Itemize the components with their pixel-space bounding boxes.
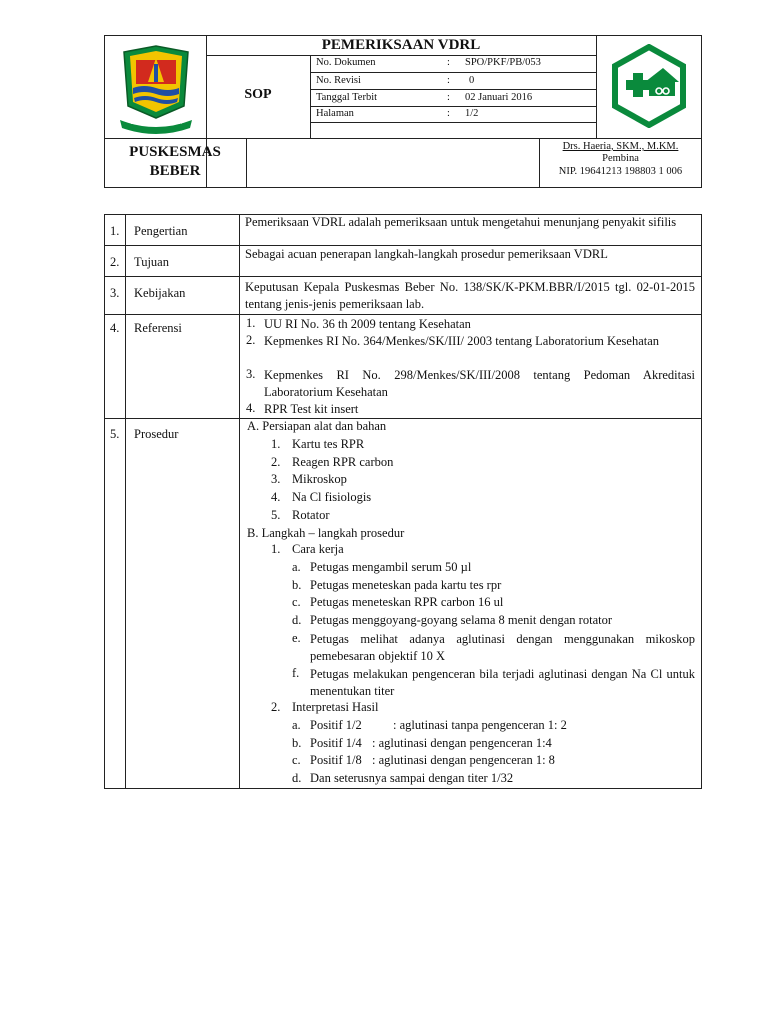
list-number: 1. [271,542,281,556]
row-number: 2. [110,255,120,269]
list-item: Cara kerja [292,542,344,556]
row-number: 3. [110,286,120,300]
row-label: Pengertian [134,224,188,238]
step-text: Petugas melakukan pengenceran bila terjadi aglutinasi dengan Na Cl untuk menentukan titer [310,667,695,698]
step-letter: a. [292,560,301,574]
row-number: 1. [110,224,120,238]
list-item: Kartu tes RPR [292,437,365,451]
doc-field-value: SPO/PKF/PB/053 [465,57,541,68]
reference-number: 2. [246,333,256,347]
row-text: Sebagai acuan penerapan langkah-langkah prosedur pemeriksaan VDRL [245,247,608,261]
result-label: Positif 1/2 [310,718,362,732]
row-label: Referensi [134,321,182,335]
doc-field-value: 0 [469,75,475,86]
list-number: 3. [271,472,281,486]
reference-item: UU RI No. 36 th 2009 tentang Kesehatan [264,317,471,331]
list-item: Interpretasi Hasil [292,700,379,714]
result-letter: b. [292,736,302,750]
result-letter: d. [292,771,302,785]
step-text: Petugas melihat adanya aglutinasi dengan menggunakan mikoskop pemebesaran objektif 10 X [310,632,695,663]
list-item: Rotator [292,508,330,522]
doc-field-label: No. Dokumen [316,57,376,68]
org-name-line2: BEBER [149,163,201,179]
crest-motto: GEMAH RIPAH LOH JINAWI [130,120,182,125]
list-item: Mikroskop [292,472,347,486]
signer-role: Pembina [602,153,639,164]
signer-name: Drs. Haeria, SKM., M.KM. [562,141,679,152]
result-text: Dan seterusnya sampai dengan titer 1/32 [310,771,514,785]
result-text: : aglutinasi tanpa pengenceran 1: 2 [393,718,567,732]
result-label: Positif 1/4 [310,736,362,750]
row-number: 5. [110,427,120,441]
doc-field-label: Halaman [316,108,354,119]
sop-label: SOP [244,87,272,102]
step-letter: b. [292,578,302,592]
step-text: Petugas mengambil serum 50 µl [310,560,472,574]
reference-item: RPR Test kit insert [264,402,359,416]
list-item: Na Cl fisiologis [292,490,372,504]
step-text: Petugas menggoyang-goyang selama 8 menit dengan rotator [310,613,613,627]
reference-item: Kepmenkes RI No. 364/Menkes/SK/III/ 2003 tentang Laboratorium Kesehatan [264,334,660,348]
puskesmas-logo [609,44,689,128]
doc-field-sep: : [447,75,450,86]
doc-field-value: 1/2 [465,108,479,119]
reference-item: Kepmenkes RI No. 298/Menkes/SK/III/2008 tentang Pedoman Akreditasi Laboratorium Kesehatan [264,368,695,399]
result-letter: a. [292,718,301,732]
row-label: Kebijakan [134,286,186,300]
doc-field-sep: : [447,57,450,68]
step-letter: d. [292,613,302,627]
signer-nip: NIP. 19641213 198803 1 006 [558,166,683,177]
reference-number: 1. [246,316,256,330]
reference-number: 4. [246,401,256,415]
step-text: Petugas meneteskan RPR carbon 16 ul [310,595,504,609]
section-b-heading: B. Langkah – langkah prosedur [247,526,405,540]
reference-number: 3. [246,367,256,381]
list-number: 2. [271,455,281,469]
regency-crest-logo [118,44,194,134]
doc-field-label: No. Revisi [316,75,361,86]
document-title: PEMERIKSAAN VDRL [321,37,481,53]
doc-field-value: 02 Januari 2016 [465,92,533,103]
list-number: 5. [271,508,281,522]
result-letter: c. [292,753,301,767]
row-number: 4. [110,321,120,335]
step-letter: f. [292,666,300,680]
org-name-line1: PUSKESMAS [129,144,221,160]
step-text: Petugas meneteskan pada kartu tes rpr [310,578,502,592]
list-number: 1. [271,437,281,451]
list-number: 4. [271,490,281,504]
row-label: Tujuan [134,255,169,269]
result-text: : aglutinasi dengan pengenceran 1: 8 [372,753,555,767]
result-label: Positif 1/8 [310,753,362,767]
list-number: 2. [271,700,281,714]
row-text: Keputusan Kepala Puskesmas Beber No. 138/SK/K-PKM.BBR/I/2015 tgl. 02-01-2015 tentang jenis-jenis pemeriksaan lab. [245,280,695,311]
step-letter: c. [292,595,301,609]
section-a-heading: A. Persiapan alat dan bahan [247,419,387,433]
row-text: Pemeriksaan VDRL adalah pemeriksaan untuk mengetahui menunjang penyakit sifilis [245,215,677,229]
doc-field-label: Tanggal Terbit [316,92,378,103]
list-item: Reagen RPR carbon [292,455,394,469]
row-label: Prosedur [134,427,179,441]
result-text: : aglutinasi dengan pengenceran 1:4 [372,736,552,750]
doc-field-sep: : [447,108,450,119]
step-letter: e. [292,631,301,645]
doc-field-sep: : [447,92,450,103]
